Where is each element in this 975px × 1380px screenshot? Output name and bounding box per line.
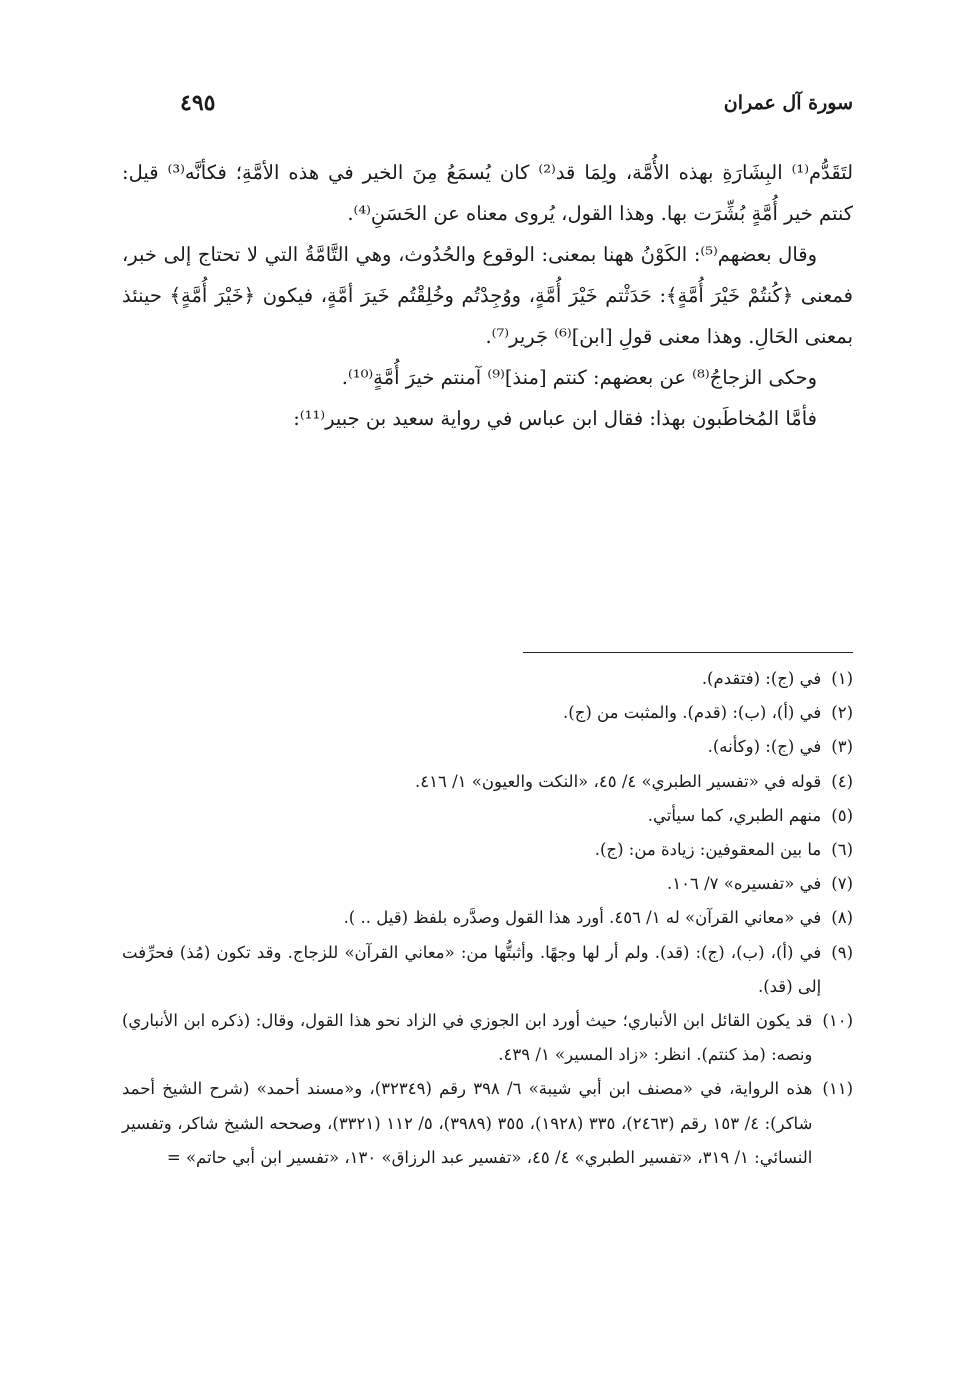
footnote-number: (٦) [831, 840, 853, 860]
footnote-2 [122, 696, 853, 730]
footnote-number: (٢) [831, 703, 853, 723]
footnote-text: هذه الرواية، في «مصنف ابن أبي شيبة» ٦/ ٣٩٨ رقم (٣٢٣٤٩)، و«مسند أحمد» (شرح الشيخ أحمد شاكر): ٤/ ١٥٣ رقم (٢٤٦٣)، ٣٣٥ (١٩٢٨)، ٣٥٥ (٣٩٨٩)، ٥/ ١١٢ (٣٣٢١)، وصححه الشيخ شاكر، وتفسير النسائي: ١/ ٣١٩، «تفسير الطبري» ٤/ ٤٥، «تفسير عبد الرزاق» ١٣٠، «تفسير ابن أبي حاتم» = [122, 1079, 813, 1167]
footnote-number: (١) [831, 669, 853, 688]
footnote-text: في (ج): (وكأنه). [707, 737, 822, 757]
footnote-text: قوله في «تفسير الطبري» ٤/ ٤٥، «النكت والعيون» ١/ ٤١٦. [414, 771, 822, 791]
footnote-8 [122, 901, 853, 935]
footnote-number: (٤) [831, 771, 853, 791]
footnote-number: (٣) [831, 737, 853, 757]
footnote-11 [122, 1072, 853, 1175]
paragraph-4: فأمَّا المُخاطَبون بهذا: فقال ابن عباس في رواية سعيد بن جبير⁽¹¹⁾: [293, 407, 817, 430]
footnote-number: (١٠) [822, 1011, 853, 1031]
footnote-10 [122, 1004, 853, 1072]
footnote-text: ما بين المعقوفين: زيادة من: (ج). [594, 840, 822, 860]
footnotes [122, 662, 853, 1175]
footnote-text: منهم الطبري، كما سيأتي. [647, 805, 822, 825]
paragraph-3: وحكى الزجاجُ⁽⁸⁾ عن بعضهم: كنتم [منذ]⁽⁹⁾ آمنتم خيرَ أُمَّةٍ⁽¹⁰⁾. [341, 366, 817, 389]
footnote-4 [122, 765, 853, 799]
footnote-text: في (أ)، (ب): (قدم). والمثبت من (ج). [563, 703, 822, 723]
footnote-7 [122, 867, 853, 901]
page-number: ٤٩٥ [180, 90, 216, 116]
footnote-number: (٧) [831, 874, 853, 894]
footnote-text: في «معاني القرآن» له ١/ ٤٥٦. أورد هذا القول وصدَّره بلفظ (قيل .. ). [343, 908, 822, 928]
footnote-number: (١١) [822, 1079, 853, 1099]
main-text [122, 152, 853, 439]
paragraph-2: وقال بعضهم⁽⁵⁾: الكَوْنُ ههنا بمعنى: الوقوع والحُدُوث، وهي التَّامَّةُ التي لا تحتاج إلى خبر، فمعنى ﴿كُنتُمْ خَيْرَ أُمَّةٍ﴾: حَدَثْتم خَيْرَ أُمَّةٍ، ووُجِدْتُم وخُلِقْتُم خَيرَ أمَّةٍ، فيكون ﴿خَيْرَ أُمَّةٍ﴾ حينئذ بمعنى الحَالِ. وهذا معنى قولِ [ابن]⁽⁶⁾ جَرير⁽⁷⁾. [122, 243, 853, 348]
footnote-9 [122, 936, 853, 1004]
footnote-number: (٥) [831, 805, 853, 825]
footnote-number: (٨) [831, 908, 853, 928]
running-title: سورة آل عمران [723, 92, 853, 114]
footnote-text: في (أ)، (ب)، (ج): (قد). ولم أر لها وجهًا. وأثبتُّها من: «معاني القرآن» للزجاج. وقد تكون (مُذ) فحرِّفت إلى (قد). [122, 942, 822, 996]
paragraph-1: لتَقَدُّم⁽¹⁾ البِشَارَةِ بهذه الأُمَّة، ولِمَا قد⁽²⁾ كان يُسمَعُ مِنَ الخير في هذه الأمَّةِ؛ فكأنَّه⁽³⁾ قيل: كنتم خير أُمَّةٍ بُشِّرَت بها. وهذا القول، يُروى معناه عن الحَسَنِ⁽⁴⁾. [122, 161, 854, 225]
footnote-text: في (ج): (فتقدم). [701, 669, 822, 688]
footnote-3 [122, 730, 853, 764]
footnote-text: قد يكون القائل ابن الأنباري؛ حيث أورد ابن الجوزي في الزاد نحو هذا القول، وقال: (ذكره ابن الأنباري) ونصه: (مذ كنتم). انظر: «زاد المسير» ١/ ٤٣٩. [122, 1011, 813, 1065]
footnote-text: في «تفسيره» ٧/ ١٠٦. [667, 874, 822, 894]
footnote-1 [122, 662, 853, 696]
footnote-separator [523, 652, 853, 653]
page-header [180, 92, 853, 132]
footnote-6 [122, 833, 853, 867]
footnote-5 [122, 799, 853, 833]
footnote-number: (٩) [831, 942, 853, 962]
